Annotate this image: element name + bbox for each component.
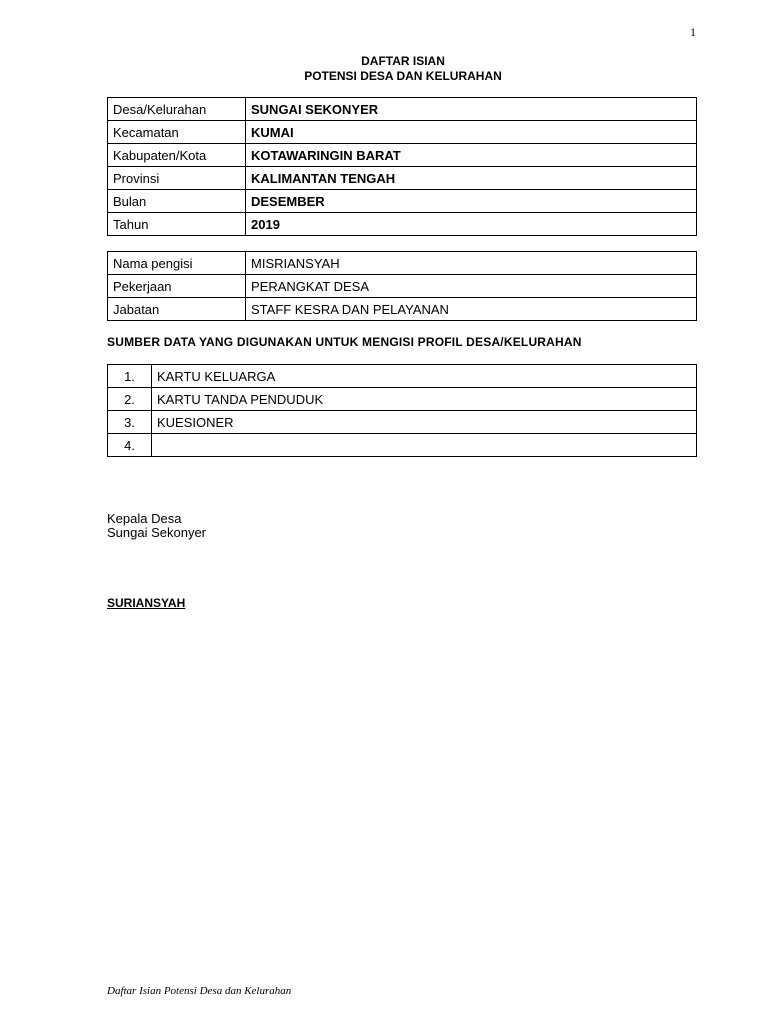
table-row <box>108 190 697 213</box>
row-label: Desa/Kelurahan <box>108 98 246 121</box>
table-row <box>108 365 697 388</box>
row-label: Provinsi <box>108 167 246 190</box>
row-value: PERANGKAT DESA <box>246 275 697 298</box>
signatory-name: SURIANSYAH <box>107 596 186 610</box>
sources-heading: SUMBER DATA YANG DIGUNAKAN UNTUK MENGISI PROFIL DESA/KELURAHAN <box>107 335 582 349</box>
row-number: 4. <box>108 434 152 457</box>
row-value: KUMAI <box>246 121 697 144</box>
row-value: 2019 <box>246 213 697 236</box>
page-number: 1 <box>690 25 696 39</box>
row-value: KALIMANTAN TENGAH <box>246 167 697 190</box>
table-row <box>108 252 697 275</box>
row-value: MISRIANSYAH <box>246 252 697 275</box>
title-line-2: POTENSI DESA DAN KELURAHAN <box>304 69 502 83</box>
table-row <box>108 411 697 434</box>
signatory-place: Sungai Sekonyer <box>107 525 207 540</box>
filler-table <box>107 251 697 321</box>
table-row <box>108 144 697 167</box>
row-value: DESEMBER <box>246 190 697 213</box>
row-label: Tahun <box>108 213 246 236</box>
table-row <box>108 98 697 121</box>
signatory-role: Kepala Desa <box>107 511 182 526</box>
row-number: 2. <box>108 388 152 411</box>
document-title <box>0 54 768 84</box>
row-number: 1. <box>108 365 152 388</box>
row-label: Jabatan <box>108 298 246 321</box>
page-footer: Daftar Isian Potensi Desa dan Kelurahan <box>107 985 292 997</box>
table-row <box>108 434 697 457</box>
table-row <box>108 298 697 321</box>
row-value: KOTAWARINGIN BARAT <box>246 144 697 167</box>
sources-table <box>107 364 697 457</box>
signature-block <box>107 512 206 540</box>
table-row <box>108 275 697 298</box>
row-text: KUESIONER <box>152 411 697 434</box>
row-text <box>152 434 697 457</box>
row-text: KARTU TANDA PENDUDUK <box>152 388 697 411</box>
table-row <box>108 388 697 411</box>
row-label: Pekerjaan <box>108 275 246 298</box>
table-row <box>108 167 697 190</box>
title-line-1: DAFTAR ISIAN <box>361 54 445 68</box>
row-text: KARTU KELUARGA <box>152 365 697 388</box>
row-value: STAFF KESRA DAN PELAYANAN <box>246 298 697 321</box>
row-label: Kabupaten/Kota <box>108 144 246 167</box>
table-row <box>108 121 697 144</box>
table-row <box>108 213 697 236</box>
row-label: Kecamatan <box>108 121 246 144</box>
row-label: Nama pengisi <box>108 252 246 275</box>
row-number: 3. <box>108 411 152 434</box>
row-label: Bulan <box>108 190 246 213</box>
row-value: SUNGAI SEKONYER <box>246 98 697 121</box>
identity-table <box>107 97 697 236</box>
